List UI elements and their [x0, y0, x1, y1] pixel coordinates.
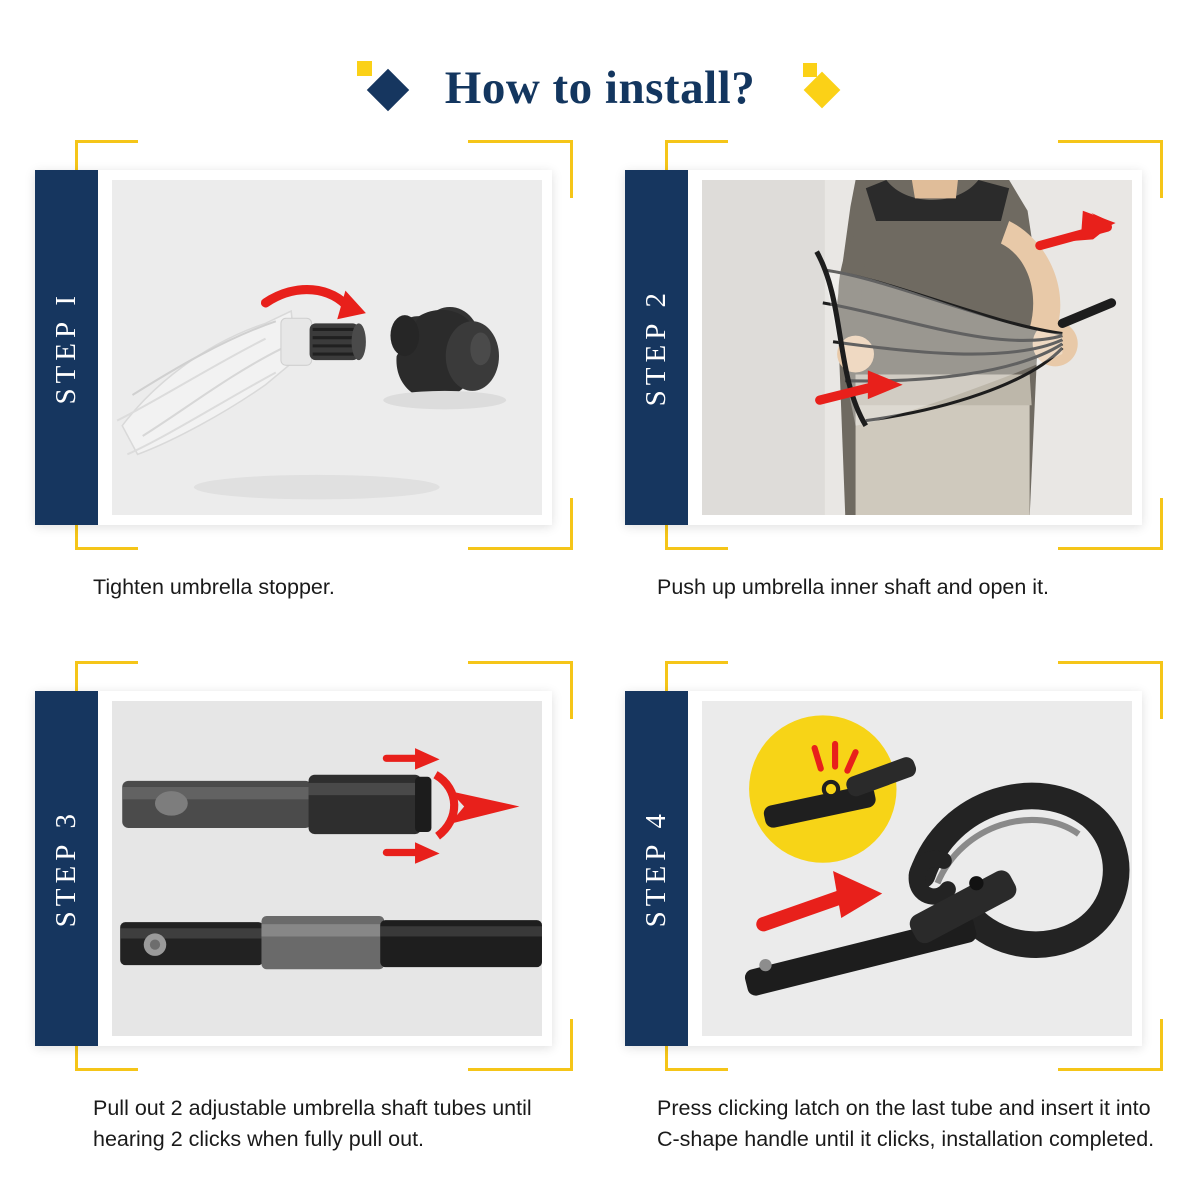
step-2-label-bar	[625, 170, 688, 525]
step-1-photo-card	[35, 170, 552, 525]
page-title: How to install?	[444, 62, 756, 114]
step-card-1	[10, 140, 600, 603]
step-1-label-bar	[35, 170, 98, 525]
step-1-caption: Tighten umbrella stopper.	[93, 575, 335, 599]
step-4-image	[702, 701, 1132, 1036]
step-3-caption: Pull out 2 adjustable umbrella shaft tubes until hearing 2 clicks when fully pull out.	[93, 1096, 532, 1152]
diamond-decoration-right-icon	[781, 57, 843, 119]
step-2-frame	[625, 140, 1165, 560]
page-title-row	[0, 48, 1200, 128]
steps-row-2	[0, 661, 1200, 1155]
step-4-frame	[625, 661, 1165, 1081]
steps-grid	[0, 140, 1200, 1156]
step-card-2	[600, 140, 1190, 603]
step-1-label: STEP I	[50, 290, 82, 405]
step-1-frame	[35, 140, 575, 560]
step-3-label: STEP 3	[50, 809, 82, 928]
step-4-label: STEP 4	[640, 809, 672, 928]
step-2-caption: Push up umbrella inner shaft and open it.	[657, 575, 1050, 599]
step-card-3	[10, 661, 600, 1155]
step-1-image	[112, 180, 542, 515]
steps-row-1	[0, 140, 1200, 603]
step-3-label-bar	[35, 691, 98, 1046]
step-4-label-bar	[625, 691, 688, 1046]
step-card-4	[600, 661, 1190, 1155]
step-2-image	[702, 180, 1132, 515]
step-4-photo-card	[625, 691, 1142, 1046]
step-3-frame	[35, 661, 575, 1081]
step-3-image	[112, 701, 542, 1036]
step-2-label: STEP 2	[640, 288, 672, 407]
step-4-caption: Press clicking latch on the last tube and insert it into C-shape handle until it clicks, installation completed.	[657, 1096, 1155, 1152]
step-3-photo-card	[35, 691, 552, 1046]
diamond-decoration-left-icon	[357, 57, 419, 119]
step-2-photo-card	[625, 170, 1142, 525]
